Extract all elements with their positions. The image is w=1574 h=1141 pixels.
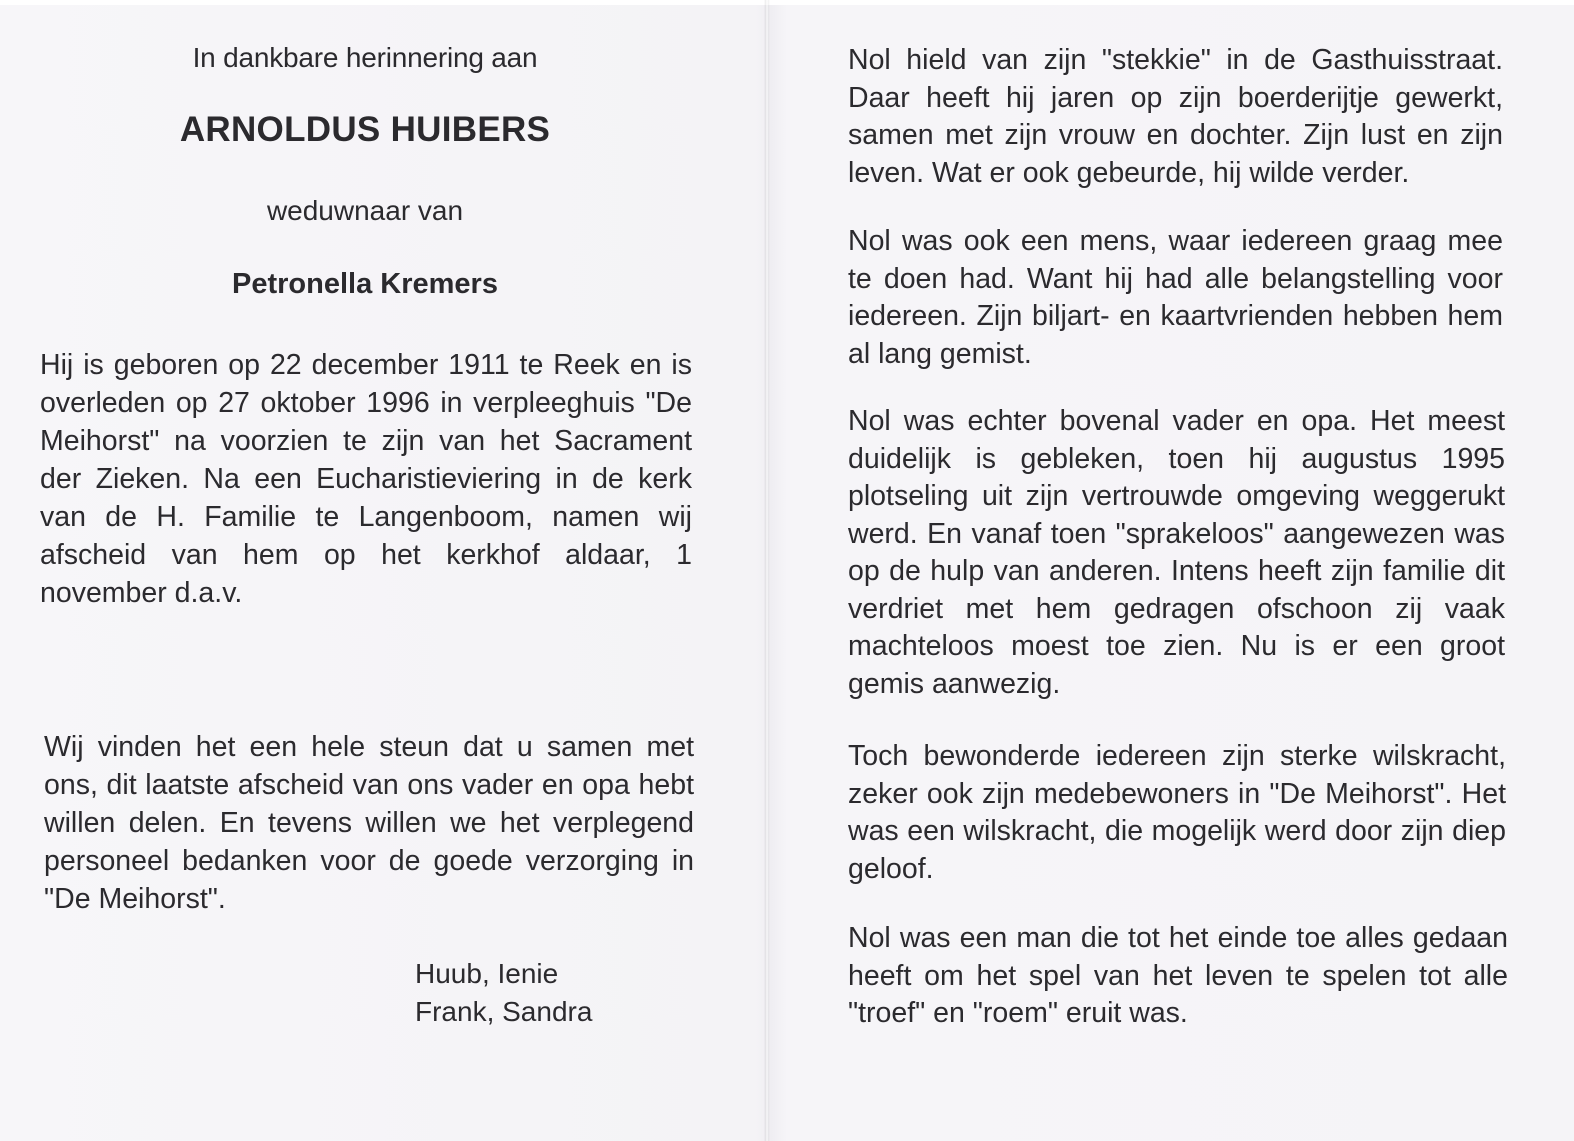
right-paragraph: Nol was ook een mens, waar iedereen graag mee te doen had. Want hij had alle belangstelling voor iedereen. Zijn biljart- en kaartvrienden hebben hem al lang gemist. [848, 225, 1503, 370]
left-panel [0, 0, 764, 1141]
widower-line: weduwnaar van [266, 195, 464, 226]
deceased-name: ARNOLDUS HUIBERS [179, 110, 551, 149]
thanks-paragraph: Wij vinden het een hele steun dat u samen met ons, dit laatste afscheid van ons vader en opa hebt willen delen. En tevens willen we het verplegend personeel bedanken voor de goede verzorging in "De Meihorst". [44, 731, 694, 915]
signature-line: Frank, Sandra [415, 996, 593, 1027]
spouse-name: Petronella Kremers [232, 268, 498, 300]
right-paragraph: Nol was echter bovenal vader en opa. Het meest duidelijk is gebleken, toen hij augustus 1995 plotseling uit zijn vertrouwde omgeving weggerukt werd. En vanaf toen "sprakeloos" aangewezen was op de hulp van anderen. Intens heeft zijn familie dit verdriet met hem gedragen ofschoon zij vaak machteloos moest toe zien. Nu is er een groot gemis aanwezig. [848, 405, 1505, 700]
right-panel [770, 0, 1574, 1141]
intro-line: In dankbare herinnering aan [192, 42, 538, 73]
bio-paragraph: Hij is geboren op 22 december 1911 te Reek en is overleden op 27 oktober 1996 in verpleeghuis "De Meihorst" na voorzien te zijn van het Sacrament der Zieken. Na een Eucharistieviering in de kerk van de H. Familie te Langenboom, namen wij afscheid van hem op het kerkhof aldaar, 1 november d.a.v. [40, 349, 692, 609]
right-paragraph: Nol was een man die tot het einde toe alles gedaan heeft om het spel van het leven te spelen tot alle "troef" en "roem" eruit was. [848, 922, 1508, 1029]
right-paragraph: Nol hield van zijn "stekkie" in de Gasthuisstraat. Daar heeft hij jaren op zijn boerderijtje gewerkt, samen met zijn vrouw en dochter. Zijn lust en zijn leven. Wat er ook gebeurde, hij wilde verder. [848, 44, 1503, 189]
signature-line: Huub, Ienie [415, 958, 559, 989]
right-paragraph: Toch bewonderde iedereen zijn sterke wilskracht, zeker ook zijn medebewoners in "De Meihorst". Het was een wilskracht, die mogelijk werd door zijn diep geloof. [848, 740, 1506, 885]
family-signature [415, 955, 592, 1031]
